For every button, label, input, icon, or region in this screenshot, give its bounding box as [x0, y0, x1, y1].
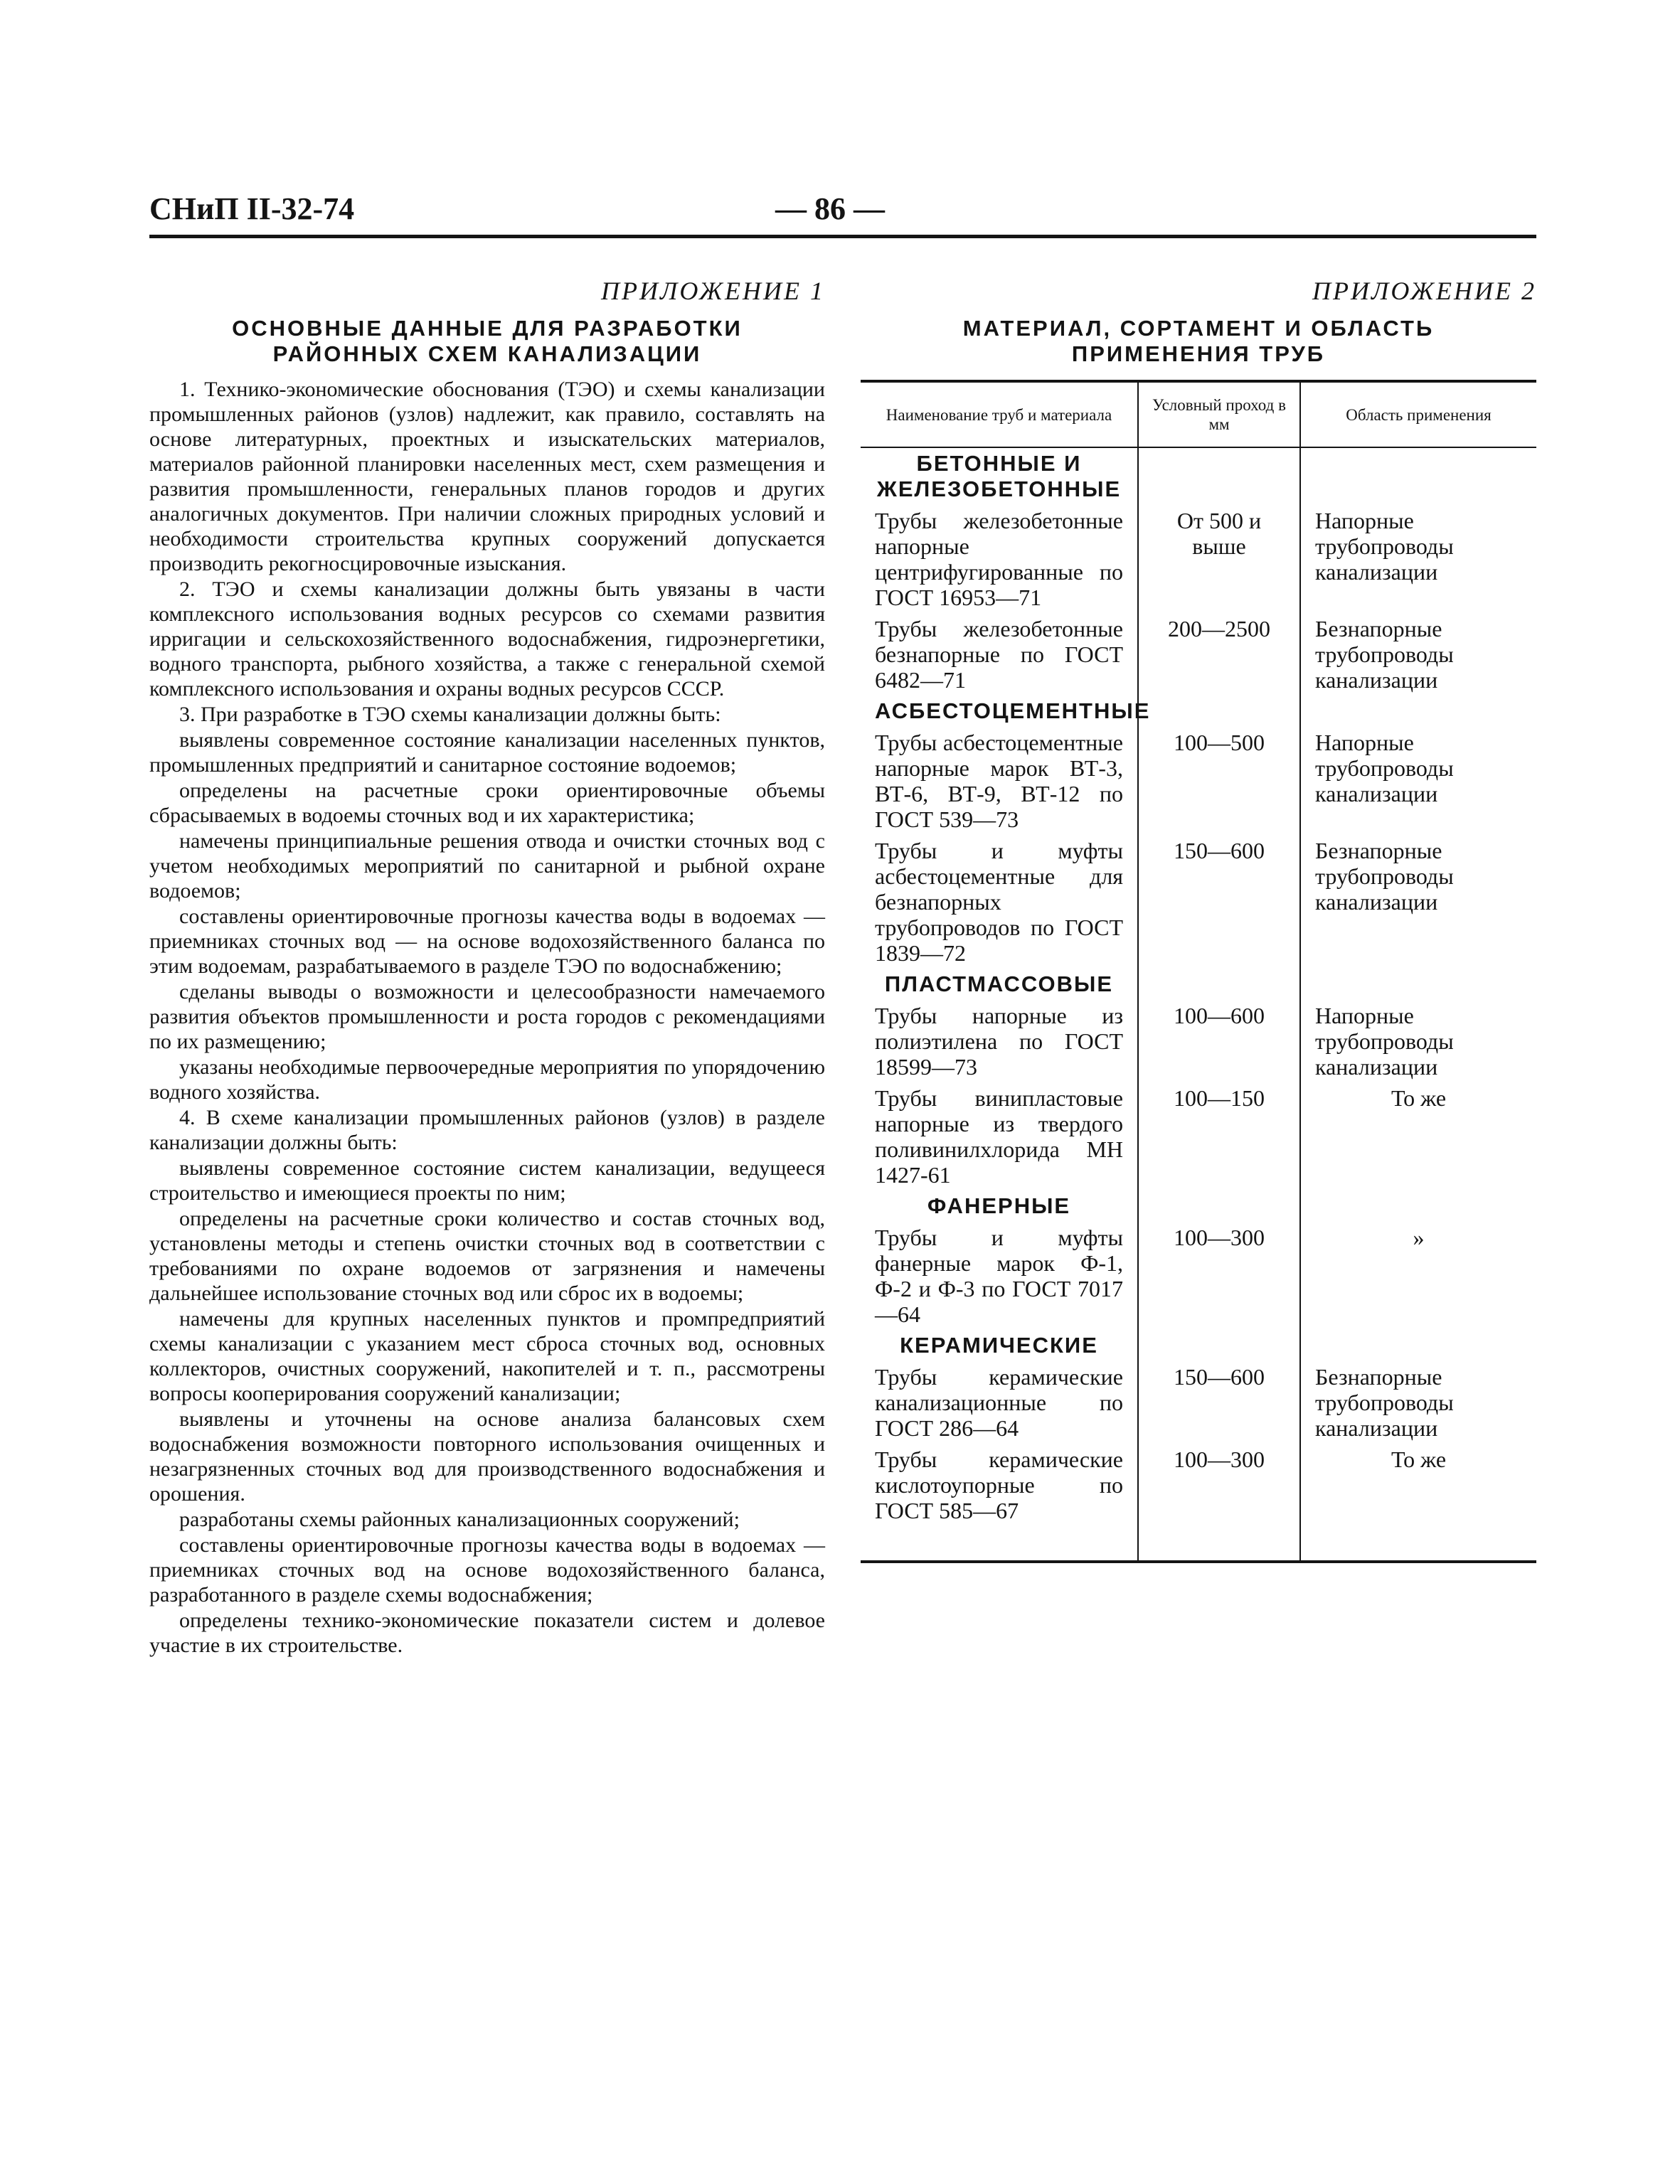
- empty-cell: [1138, 1190, 1300, 1222]
- empty-cell: [1300, 1330, 1536, 1361]
- appendix-2: [861, 276, 1536, 1563]
- paragraph: выявлены современное состояние систем канализации, ведущееся строительство и имеющиеся проекты по ним;: [149, 1156, 825, 1205]
- table-row: [861, 1000, 1536, 1082]
- group-name: КЕРАМИЧЕСКИЕ: [900, 1333, 1098, 1358]
- table-header-row: [861, 381, 1536, 447]
- table-row: [861, 1361, 1536, 1444]
- appendix-1-body: [149, 377, 825, 1658]
- use-cell: Безнапорные трубопроводы канализации: [1300, 835, 1536, 969]
- table-row: [861, 727, 1536, 835]
- empty-cell: [1138, 1330, 1300, 1361]
- empty-cell: [1300, 969, 1536, 1000]
- group-row: [861, 447, 1536, 505]
- diameter-cell: От 500 и выше: [1138, 505, 1300, 613]
- empty-cell: [1138, 1526, 1300, 1562]
- diameter-cell: 200—2500: [1138, 613, 1300, 696]
- use-cell: То же: [1300, 1082, 1536, 1190]
- pipes-table-body: [861, 447, 1536, 1562]
- title-line: ОСНОВНЫЕ ДАННЫЕ ДЛЯ РАЗРАБОТКИ: [232, 316, 743, 341]
- paragraph: указаны необходимые первоочередные мероприятия по упорядочению водного хозяйства.: [149, 1055, 825, 1104]
- use-cell: »: [1300, 1222, 1536, 1330]
- appendix-1-label: ПРИЛОЖЕНИЕ 1: [601, 277, 825, 305]
- diameter-cell: 100—500: [1138, 727, 1300, 835]
- header-rule: [149, 235, 1536, 238]
- table-row: [861, 835, 1536, 969]
- paragraph: 1. Технико-экономические обоснования (ТЭО) и схемы канализации промышленных районов (узлов) надлежит, как правило, составлять на основе литературных, проектных и изыскательских материалов, материалов районной планировки населенных мест, схем размещения и развития промышленности, генеральных планов городов и других аналогичных документов. При наличии сложных природных условий и необходимости строительства крупных сооружений допускается производить рекогносцировочные изыскания.: [149, 378, 825, 575]
- paragraph: разработаны схемы районных канализационных сооружений;: [179, 1508, 740, 1531]
- pipe-name-cell: Трубы винипластовые напорные из твердого поливинилхлорида МН 1427-61: [875, 1085, 1123, 1188]
- pipe-name-cell: Трубы асбестоцементные напорные марок ВТ-3, ВТ-6, ВТ-9, ВТ-12 по ГОСТ 539—73: [875, 730, 1123, 832]
- pipe-name-cell: Трубы и муфты фанерные марок Ф-1, Ф-2 и Ф-3 по ГОСТ 7017—64: [875, 1225, 1123, 1327]
- empty-cell: [1300, 1190, 1536, 1222]
- paragraph: составлены ориентировочные прогнозы качества воды в водоемах — приемниках сточных вод на основе водохозяйственного баланса, разработанного в разделе схемы водоснабжения;: [149, 1533, 825, 1607]
- appendix-2-label: ПРИЛОЖЕНИЕ 2: [1312, 277, 1536, 305]
- paragraph: выявлены и уточнены на основе анализа балансовых схем водоснабжения возможности повторного использования очищенных и незагрязненных сточных вод для производственного водоснабжения и орошения.: [149, 1407, 825, 1506]
- empty-cell: [1300, 696, 1536, 727]
- pipe-name-cell: Трубы керамические кислотоупорные по ГОСТ 585—67: [875, 1447, 1123, 1523]
- paragraph: определены на расчетные сроки количество и состав сточных вод, установлены методы и степень очистки сточных вод в соответствии с требованиями по охране водоемов от загрязнения и намечены дальнейшее использование сточных вод или сброс их в водоемы;: [149, 1207, 825, 1305]
- title-line: РАЙОННЫХ СХЕМ КАНАЛИЗАЦИИ: [272, 341, 702, 366]
- paragraph: определены технико-экономические показатели систем и долевое участие в их строительстве.: [149, 1609, 825, 1657]
- group-name: АСБЕСТОЦЕМЕНТНЫЕ: [875, 698, 1151, 723]
- diameter-cell: 150—600: [1138, 835, 1300, 969]
- group-name: БЕТОННЫЕ И ЖЕЛЕЗОБЕТОННЫЕ: [876, 451, 1122, 501]
- empty-cell: [1300, 447, 1536, 505]
- paragraph: 4. В схеме канализации промышленных районов (узлов) в разделе канализации должны быть:: [149, 1106, 825, 1154]
- use-cell: Напорные трубопроводы канализации: [1300, 1000, 1536, 1082]
- table-row: [861, 505, 1536, 613]
- diameter-cell: 100—150: [1138, 1082, 1300, 1190]
- paragraph: определены на расчетные сроки ориентировочные объемы сбрасываемых в водоемы сточных вод и их характеристика;: [149, 779, 825, 827]
- use-cell: То же: [1300, 1444, 1536, 1526]
- document-code: СНиП II-32-74: [149, 191, 355, 226]
- paragraph: намечены принципиальные решения отвода и очистки сточных вод с учетом необходимых мероприятий по санитарной и рыбной охране водоемов;: [149, 829, 825, 902]
- group-row: [861, 1330, 1536, 1361]
- empty-cell: [1300, 1526, 1536, 1562]
- paragraph: 2. ТЭО и схемы канализации должны быть увязаны в части комплексного использования водных ресурсов со схемами развития ирригации и сельскохозяйственного водоснабжения, гидроэнергетики, водного транспорта, рыбного хозяйства, а также с генеральной схемой комплексного использования и охраны водных ресурсов СССР.: [149, 577, 825, 701]
- paragraph: намечены для крупных населенных пунктов и промпредприятий схемы канализации с указанием мест сброса сточных вод, основных коллекторов, очистных сооружений, накопителей и т. п., рассмотрены вопросы кооперирования сооружений канализации;: [149, 1307, 825, 1405]
- diameter-cell: 100—300: [1138, 1444, 1300, 1526]
- pipe-name-cell: Трубы железобетонные безнапорные по ГОСТ 6482—71: [875, 616, 1123, 693]
- pipe-name-cell: Трубы керамические канализационные по ГОСТ 286—64: [875, 1364, 1123, 1441]
- use-cell: Безнапорные трубопроводы канализации: [1300, 613, 1536, 696]
- empty-cell: [1138, 447, 1300, 505]
- empty-cell: [861, 1526, 1138, 1562]
- title-line: ПРИМЕНЕНИЯ ТРУБ: [1071, 341, 1326, 366]
- group-row: [861, 696, 1536, 727]
- page-number: — 86 —: [775, 191, 885, 226]
- use-cell: Напорные трубопроводы канализации: [1300, 727, 1536, 835]
- pipe-name-cell: Трубы железобетонные напорные центрифугированные по ГОСТ 16953—71: [875, 508, 1123, 610]
- diameter-cell: 100—300: [1138, 1222, 1300, 1330]
- table-bottom-spacer: [861, 1526, 1536, 1562]
- page-header: [149, 191, 1536, 249]
- title-line: МАТЕРИАЛ, СОРТАМЕНТ И ОБЛАСТЬ: [962, 316, 1435, 341]
- use-cell: Безнапорные трубопроводы канализации: [1300, 1361, 1536, 1444]
- diameter-cell: 150—600: [1138, 1361, 1300, 1444]
- group-row: [861, 969, 1536, 1000]
- table-row: [861, 1444, 1536, 1526]
- table-row: [861, 1222, 1536, 1330]
- group-name: ПЛАСТМАССОВЫЕ: [884, 971, 1114, 996]
- use-cell: Напорные трубопроводы канализации: [1300, 505, 1536, 613]
- group-name: ФАНЕРНЫЕ: [927, 1193, 1071, 1218]
- paragraph: 3. При разработке в ТЭО схемы канализации должны быть:: [179, 703, 721, 726]
- appendix-1: [149, 276, 825, 1658]
- table-row: [861, 613, 1536, 696]
- paragraph: составлены ориентировочные прогнозы качества воды в водоемах — приемниках сточных вод — на основе водохозяйственного баланса по этим водоемам, разрабатываемого в разделе ТЭО по водоснабжению;: [149, 905, 825, 978]
- empty-cell: [1138, 969, 1300, 1000]
- paragraph: выявлены современное состояние канализации населенных пунктов, промышленных предприятий и санитарное состояние водоемов;: [149, 728, 825, 777]
- appendix-1-title: [149, 316, 825, 367]
- pipe-name-cell: Трубы напорные из полиэтилена по ГОСТ 18599—73: [875, 1003, 1123, 1080]
- paragraph: сделаны выводы о возможности и целесообразности намечаемого развития объектов промышленности и роста городов с рекомендациями по их размещению;: [149, 980, 825, 1053]
- column-header-diameter: Условный проход в мм: [1138, 381, 1300, 447]
- pipes-table: [861, 380, 1536, 1563]
- column-header-name: Наименование труб и материала: [861, 381, 1138, 447]
- group-row: [861, 1190, 1536, 1222]
- table-row: [861, 1082, 1536, 1190]
- empty-cell: [1138, 696, 1300, 727]
- appendix-2-title: [861, 316, 1536, 367]
- pipe-name-cell: Трубы и муфты асбестоцементные для безнапорных трубопроводов по ГОСТ 1839—72: [875, 838, 1123, 966]
- column-header-use: Область применения: [1300, 381, 1536, 447]
- diameter-cell: 100—600: [1138, 1000, 1300, 1082]
